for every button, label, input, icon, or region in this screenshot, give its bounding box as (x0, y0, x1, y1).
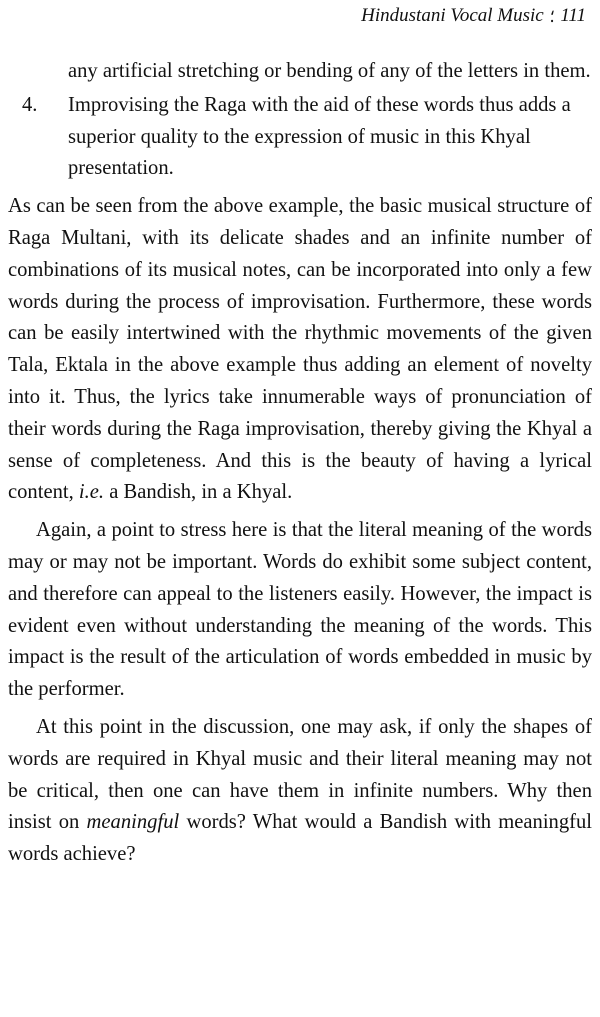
paragraph-1 (8, 191, 592, 509)
paragraph-1-main: As can be seen from the above example, the basic musical structure of Raga Multani, with its delicate shades and an infinite number of combinations of its musical notes, can be incorporated into only a few words during the process of improvisation. Furthermore, these words can be easily intertwined with the rhythmic movements of the given Tala, Ektala in the above example thus adding an element of novelty into it. Thus, the lyrics take innumerable ways of pronunciation of their words during the Raga improvisation, thereby giving the Khyal a sense of completeness. And this is the beauty of having a lyrical content, (8, 195, 592, 504)
page-number: 111 (560, 4, 586, 26)
list-item-4 (8, 90, 592, 185)
list-item-3-continuation: any artificial stretching or bending of any of the letters in them. (68, 60, 591, 82)
paragraph-1-ie: i.e. (78, 481, 105, 504)
list-item-4-number: 4. (22, 93, 38, 116)
paragraph-1-end: a Bandish, in a Khyal. (109, 481, 293, 504)
paragraph-3-end: words? What would a Bandish with meaningful words achieve? (8, 811, 593, 866)
list-item-4-text: Improvising the Raga with the aid of these words thus adds a superior quality to the expression of music in this Khyal presentation. (68, 93, 571, 180)
paragraph-3-start: At this point in the discussion, one may ask, if only the shapes of words are required in Khyal music and their literal meaning may not be critical, then one can have them in infinite numbers. Why then insist on (8, 715, 592, 834)
page-body (8, 56, 592, 877)
running-head (361, 4, 586, 27)
paragraph-3-emphasis: meaningful (86, 811, 180, 834)
paragraph-3 (8, 712, 592, 871)
paragraph-2: Again, a point to stress here is that the literal meaning of the words may or may not be important. Words do exhibit some subject content, and therefore can appeal to the listeners easily. However, the impact is evident even without understanding the meaning of the words. This impact is the result of the articulation of words embedded in music by the performer. (8, 519, 592, 701)
ornament-icon: ⸵ (549, 7, 555, 26)
running-head-title: Hindustani Vocal Music (361, 4, 544, 26)
